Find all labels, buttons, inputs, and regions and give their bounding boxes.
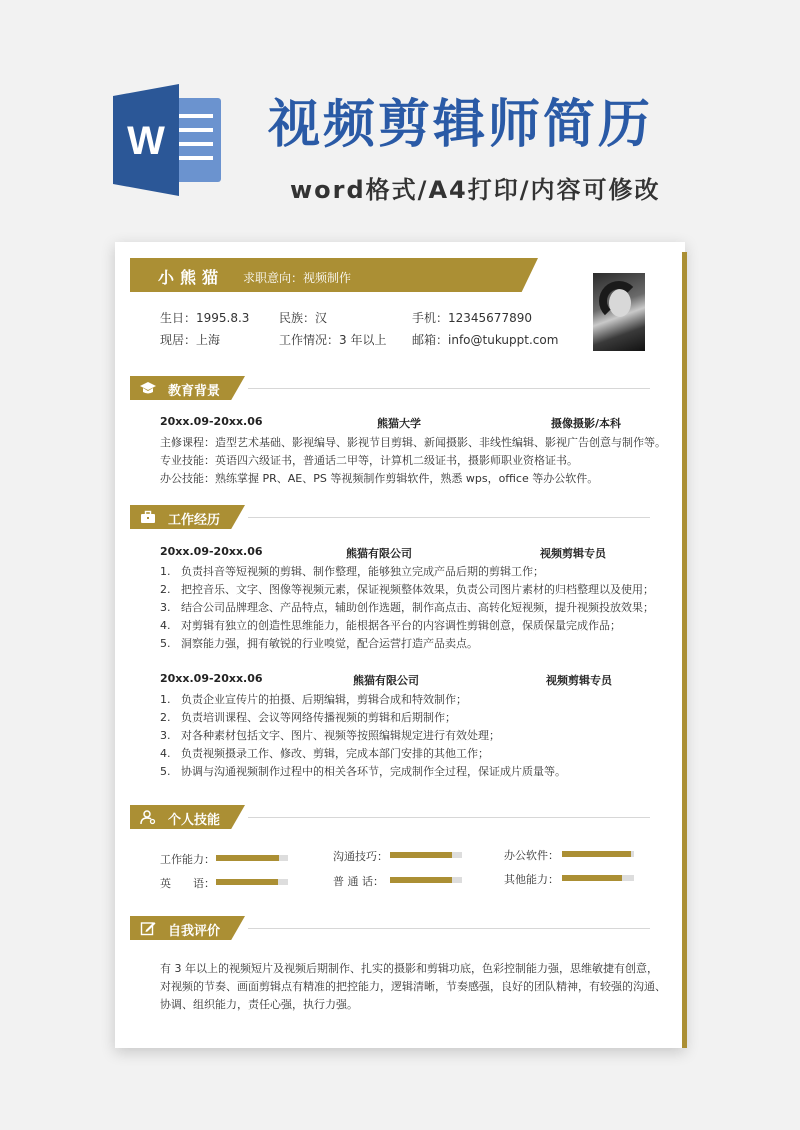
job-duty-item: 2. 把控音乐、文字、图像等视频元素，保证视频整体效果，负责公司图片素材的归档整理以及使用； — [160, 583, 654, 596]
banner-title: 视频剪辑师简历 — [268, 95, 654, 155]
skill-label: 办公软件： — [504, 849, 559, 862]
section-evaluation-title: 自我评价 — [168, 924, 221, 939]
skill-bar-fill — [562, 851, 631, 857]
info-residence: 现居：上海 — [160, 333, 221, 347]
job-period: 20xx.09-20xx.06 — [160, 545, 263, 558]
job-duty-item: 1. 负责企业宣传片的拍摄、后期编辑，剪辑合成和特效制作； — [160, 693, 467, 706]
section-work-header — [130, 505, 650, 529]
skill-label: 其他能力： — [504, 873, 559, 886]
job-duty-item: 3. 对各种素材包括文字、图片、视频等按照编辑规定进行有效处理； — [160, 729, 500, 742]
job-period: 20xx.09-20xx.06 — [160, 672, 263, 685]
skill-bar — [390, 877, 462, 883]
edu-period: 20xx.09-20xx.06 — [160, 415, 263, 428]
section-evaluation-header — [130, 916, 650, 940]
job-duty-item: 4. 对剪辑有独立的创造性思维能力，能根据各平台的内容调性剪辑创意，保质保量完成作品； — [160, 619, 621, 632]
skill-bar — [562, 851, 634, 857]
edu-line: 主修课程：造型艺术基础、影视编导、影视节目剪辑、新闻摄影、非线性编辑、影视广告创意与制作等。 — [160, 436, 666, 449]
accent-stripe — [682, 252, 687, 1048]
word-logo-icon — [113, 84, 225, 196]
skill-bar-fill — [390, 877, 452, 883]
job-duty-item: 2. 负责培训课程、会议等网络传播视频的剪辑和后期制作； — [160, 711, 456, 724]
evaluation-line: 有 3 年以上的视频短片及视频后期制作、扎实的摄影和剪辑功底，色彩控制能力强，思维敏捷有创意， — [160, 962, 658, 975]
job-duty-item: 3. 结合公司品牌理念、产品特点，辅助创作选题，制作高点击、高转化短视频，提升视频投放效果； — [160, 601, 654, 614]
evaluation-line: 协调、组织能力，责任心强，执行力强。 — [160, 998, 358, 1011]
edu-school: 熊猫大学 — [377, 417, 421, 430]
section-work-title: 工作经历 — [168, 513, 221, 528]
skill-bar-fill — [390, 852, 452, 858]
info-ethnicity: 民族：汉 — [279, 311, 328, 325]
word-logo-letter: W — [127, 119, 165, 163]
job-duty-item: 4. 负责视频摄录工作、修改、剪辑，完成本部门安排的其他工作； — [160, 747, 489, 760]
info-email: 邮箱：info@tukuppt.com — [412, 333, 559, 347]
job-duty-item: 5. 洞察能力强，拥有敏锐的行业嗅觉，配合运营打造产品卖点。 — [160, 637, 478, 650]
skill-label: 工作能力： — [160, 853, 215, 866]
banner-subtitle: word格式/A4打印/内容可修改 — [290, 176, 661, 204]
job-role: 视频剪辑专员 — [540, 547, 606, 560]
job-company: 熊猫有限公司 — [346, 547, 412, 560]
job-role: 视频剪辑专员 — [546, 674, 612, 687]
briefcase-icon — [140, 509, 156, 525]
info-phone: 手机：12345677890 — [412, 311, 532, 325]
section-skills-header — [130, 805, 650, 829]
skill-bar — [216, 879, 288, 885]
user-gear-icon — [140, 809, 156, 825]
skill-label: 英 语： — [160, 877, 215, 890]
profile-photo — [593, 273, 645, 351]
skill-bar-fill — [216, 855, 279, 861]
evaluation-line: 对视频的节奏、画面剪辑点有精准的把控能力，逻辑清晰，节奏感强，良好的团队精神，有较强的沟通、 — [160, 980, 666, 993]
job-duty-item: 5. 协调与沟通视频制作过程中的相关各环节，完成制作全过程，保证成片质量等。 — [160, 765, 566, 778]
job-duty-item: 1. 负责抖音等短视频的剪辑、制作整理，能够独立完成产品后期的剪辑工作； — [160, 565, 544, 578]
info-work-status: 工作情况：3 年以上 — [279, 333, 387, 347]
skill-bar — [216, 855, 288, 861]
edu-line: 专业技能：英语四六级证书，普通话二甲等，计算机二级证书，摄影师职业资格证书。 — [160, 454, 578, 467]
edit-icon — [140, 920, 156, 936]
skill-bar-fill — [562, 875, 622, 881]
job-intent: 求职意向：视频制作 — [243, 271, 352, 285]
skill-bar — [562, 875, 634, 881]
skill-bar — [390, 852, 462, 858]
skill-bar-fill — [216, 879, 278, 885]
section-education-title: 教育背景 — [168, 384, 221, 399]
skill-label: 沟通技巧： — [333, 850, 388, 863]
section-education-header — [130, 376, 650, 400]
edu-major: 摄像摄影/本科 — [551, 417, 622, 430]
job-company: 熊猫有限公司 — [353, 674, 419, 687]
edu-line: 办公技能：熟练掌握 PR、AE、PS 等视频制作剪辑软件，熟悉 wps，office 等办公软件。 — [160, 472, 599, 485]
candidate-name: 小熊猫 — [158, 268, 225, 287]
skill-label: 普 通 话： — [333, 875, 384, 888]
graduation-cap-icon — [140, 380, 156, 396]
section-skills-title: 个人技能 — [168, 813, 221, 828]
info-birth: 生日：1995.8.3 — [160, 311, 250, 325]
